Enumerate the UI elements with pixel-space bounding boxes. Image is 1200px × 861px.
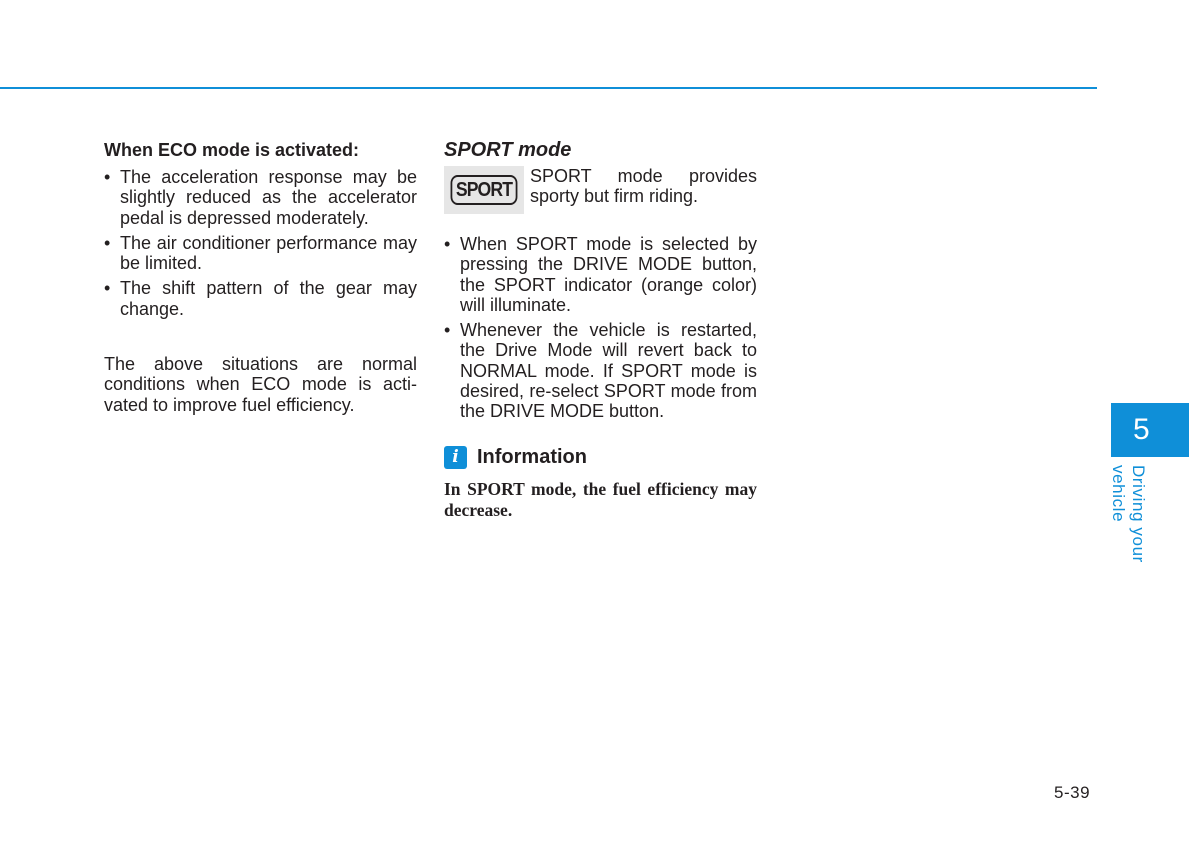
chapter-tab: 5 xyxy=(1111,403,1189,457)
sport-badge-label: SPORT xyxy=(451,175,518,205)
eco-paragraph: The above situations are normal conditions when ECO mode is acti-vated to improve fuel efficiency. xyxy=(104,354,417,415)
chapter-title: Driving your vehicle xyxy=(1109,465,1148,563)
left-column xyxy=(104,140,417,415)
information-text: In SPORT mode, the fuel efficiency may decrease. xyxy=(444,478,757,520)
information-header xyxy=(444,446,757,469)
page-number: 5-39 xyxy=(1054,783,1091,802)
eco-bullet-item: • The acceleration response may be slightly reduced as the accelerator pedal is depressed moderately. xyxy=(104,167,417,228)
info-icon: i xyxy=(444,446,467,469)
sport-indicator-icon xyxy=(444,166,524,214)
eco-bullet-item: • The shift pattern of the gear may change. xyxy=(104,278,417,319)
header-rule xyxy=(0,87,1097,89)
sport-description: SPORT mode provides sporty but firm riding. xyxy=(530,166,757,207)
eco-bullet-item: • The air conditioner performance may be limited. xyxy=(104,233,417,274)
sport-bullet-item: • Whenever the vehicle is restarted, the Drive Mode will revert back to NORMAL mode. If SPORT mode is desired, re-select SPORT mode from the DRIVE MODE button. xyxy=(444,320,757,421)
information-title: Information xyxy=(477,446,587,469)
sport-bullet-list xyxy=(444,234,757,422)
sport-heading: SPORT mode xyxy=(444,139,572,161)
sport-bullet-item: • When SPORT mode is selected by pressing the DRIVE MODE button, the SPORT indicator (orange color) will illuminate. xyxy=(444,234,757,315)
eco-heading: When ECO mode is activated: xyxy=(104,140,360,160)
sport-intro xyxy=(444,166,757,214)
middle-column xyxy=(444,140,757,521)
eco-bullet-list xyxy=(104,167,417,319)
